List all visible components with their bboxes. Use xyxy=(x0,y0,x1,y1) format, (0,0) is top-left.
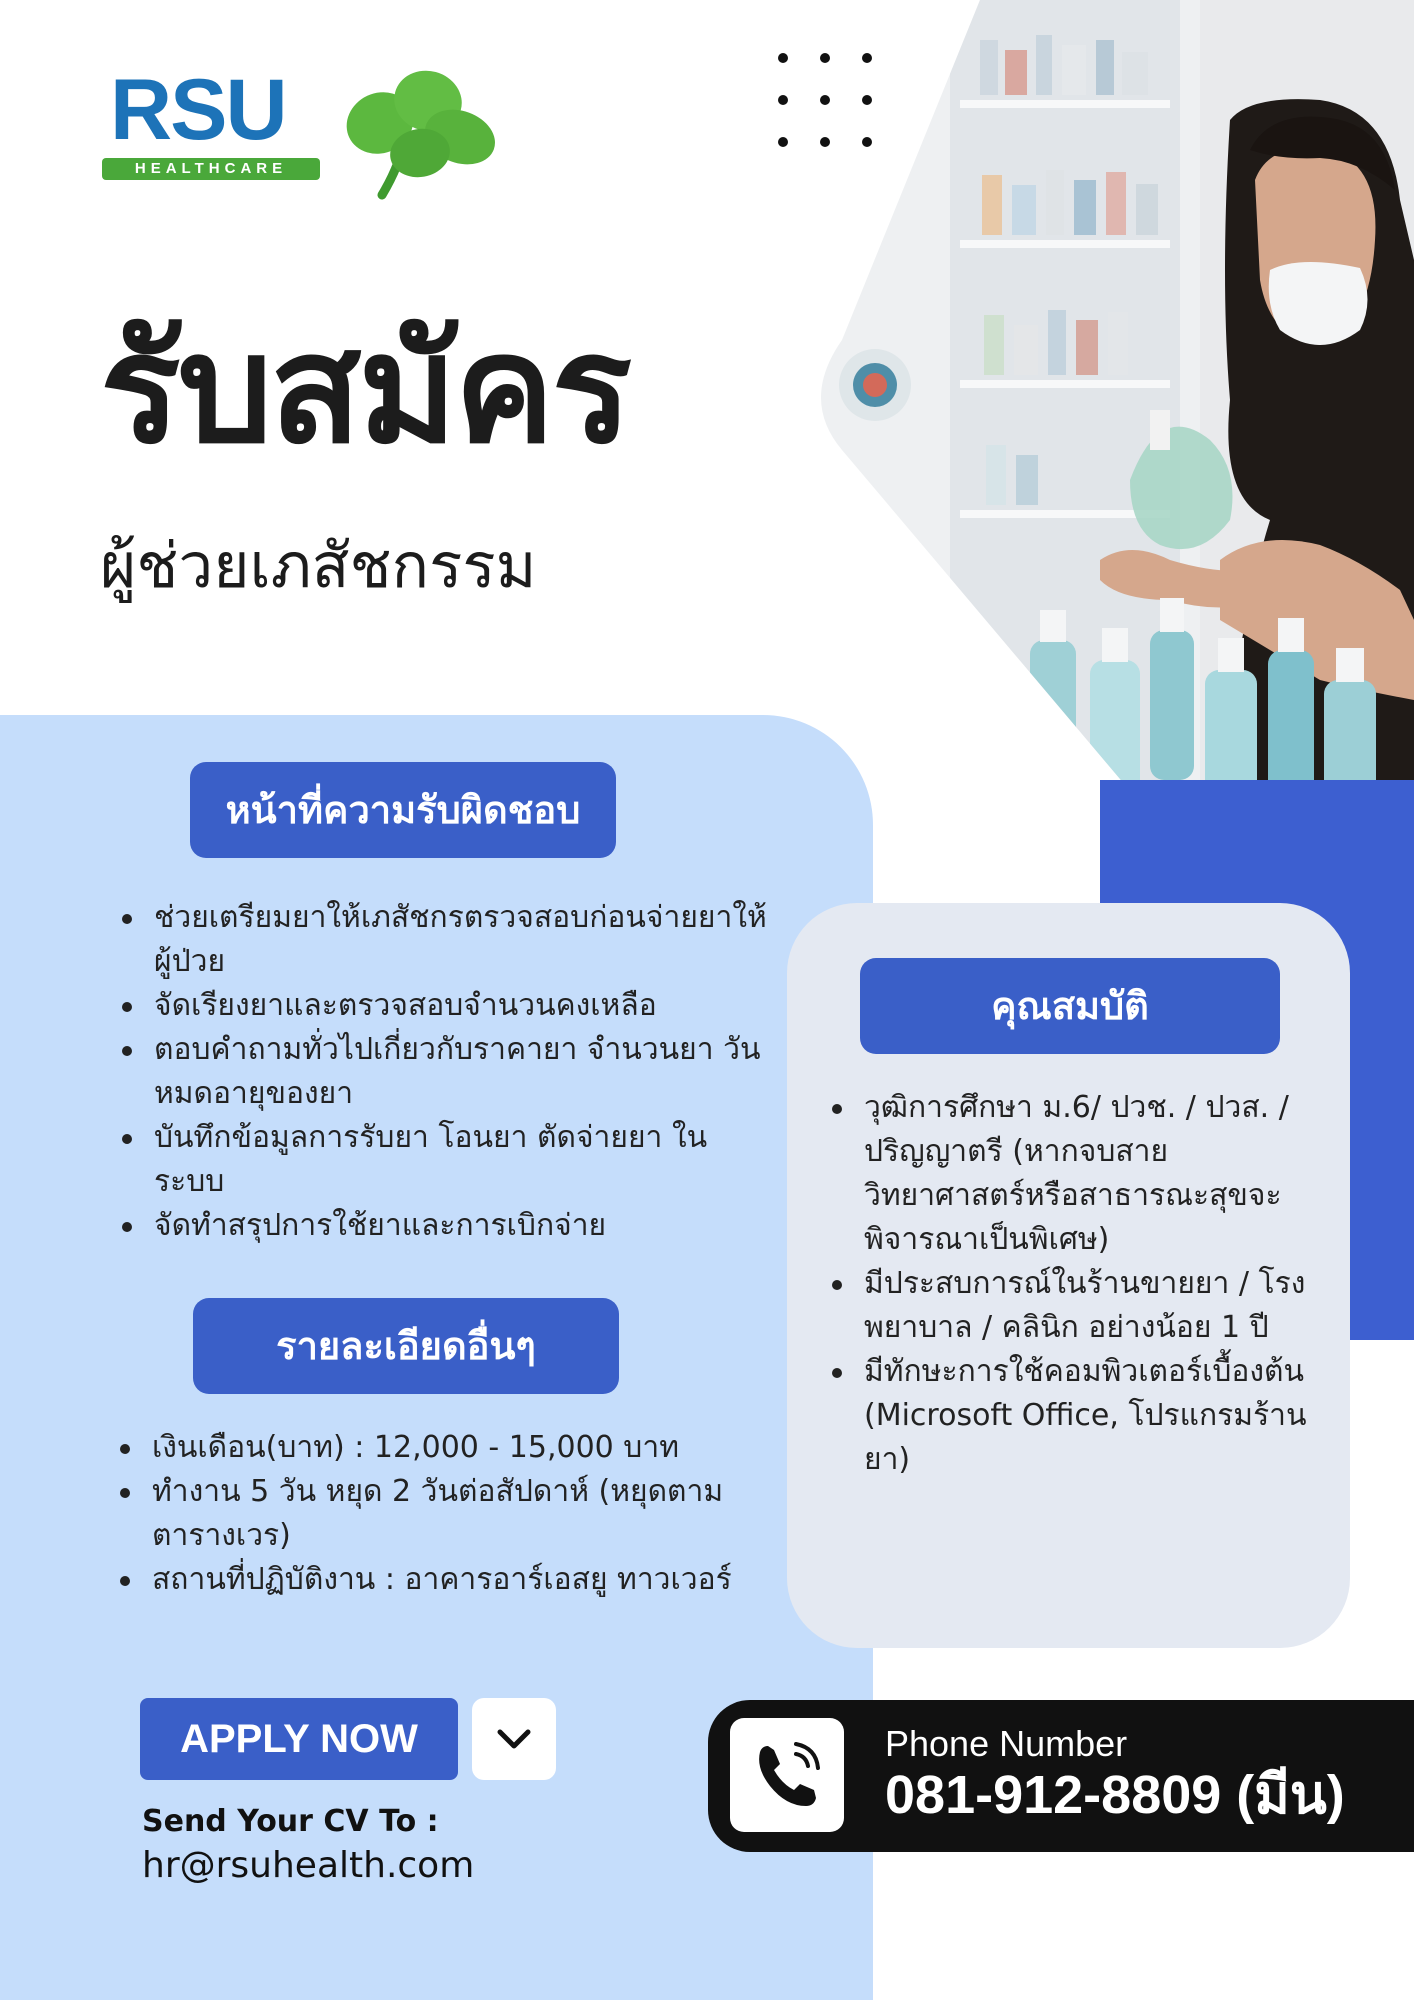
job-title: ผู้ช่วยเภสัชกรรม xyxy=(100,529,537,602)
page-title: รับสมัคร xyxy=(100,303,630,477)
company-logo xyxy=(100,55,510,205)
qualifications-heading: คุณสมบัติ xyxy=(860,958,1280,1054)
apply-now-button[interactable]: APPLY NOW xyxy=(140,1698,458,1780)
list-item: เงินเดือน(บาท) : 12,000 - 15,000 บาท xyxy=(116,1426,766,1470)
chevron-down-icon xyxy=(472,1698,556,1780)
list-item: ทำงาน 5 วัน หยุด 2 วันต่อสัปดาห์ (หยุดตามตารางเวร) xyxy=(116,1470,766,1558)
logo-wordmark: RSU xyxy=(110,62,286,158)
responsibilities-heading: หน้าที่ความรับผิดชอบ xyxy=(190,762,616,858)
phone-number[interactable]: 081-912-8809 (มีน) xyxy=(885,1765,1345,1825)
qualifications-list xyxy=(828,1086,1328,1482)
cv-email-link[interactable]: hr@rsuhealth.com xyxy=(142,1845,475,1886)
list-item: วุฒิการศึกษา ม.6/ ปวช. / ปวส. / ปริญญาตรี (หากจบสายวิทยาศาสตร์หรือสาธารณะสุขจะพิจารณาเป็นพิเศษ) xyxy=(828,1086,1328,1262)
pharmacist-photo xyxy=(800,0,1414,850)
list-item: มีทักษะการใช้คอมพิวเตอร์เบื้องต้น (Microsoft Office, โปรแกรมร้านยา) xyxy=(828,1350,1328,1482)
list-item: ตอบคำถามทั่วไปเกี่ยวกับราคายา จำนวนยา วันหมดอายุของยา xyxy=(118,1028,768,1116)
phone-icon xyxy=(730,1718,844,1832)
list-item: จัดทำสรุปการใช้ยาและการเบิกจ่าย xyxy=(118,1204,768,1248)
details-list xyxy=(116,1426,766,1602)
cv-label: Send Your CV To : xyxy=(142,1804,439,1839)
list-item: ช่วยเตรียมยาให้เภสัชกรตรวจสอบก่อนจ่ายยาให้ผู้ป่วย xyxy=(118,896,768,984)
clover-icon xyxy=(310,55,510,205)
logo-tagline: HEALTHCARE xyxy=(102,158,320,180)
list-item: มีประสบการณ์ในร้านขายยา / โรงพยาบาล / คลินิก อย่างน้อย 1 ปี xyxy=(828,1262,1328,1350)
expand-button[interactable] xyxy=(472,1698,556,1780)
list-item: สถานที่ปฏิบัติงาน : อาคารอาร์เอสยู ทาวเวอร์ xyxy=(116,1558,766,1602)
list-item: จัดเรียงยาและตรวจสอบจำนวนคงเหลือ xyxy=(118,984,768,1028)
details-heading: รายละเอียดอื่นๆ xyxy=(193,1298,619,1394)
responsibilities-list xyxy=(118,896,768,1248)
phone-icon-box xyxy=(730,1718,844,1832)
list-item: บันทึกข้อมูลการรับยา โอนยา ตัดจ่ายยา ในระบบ xyxy=(118,1116,768,1204)
phone-label: Phone Number xyxy=(885,1723,1128,1764)
